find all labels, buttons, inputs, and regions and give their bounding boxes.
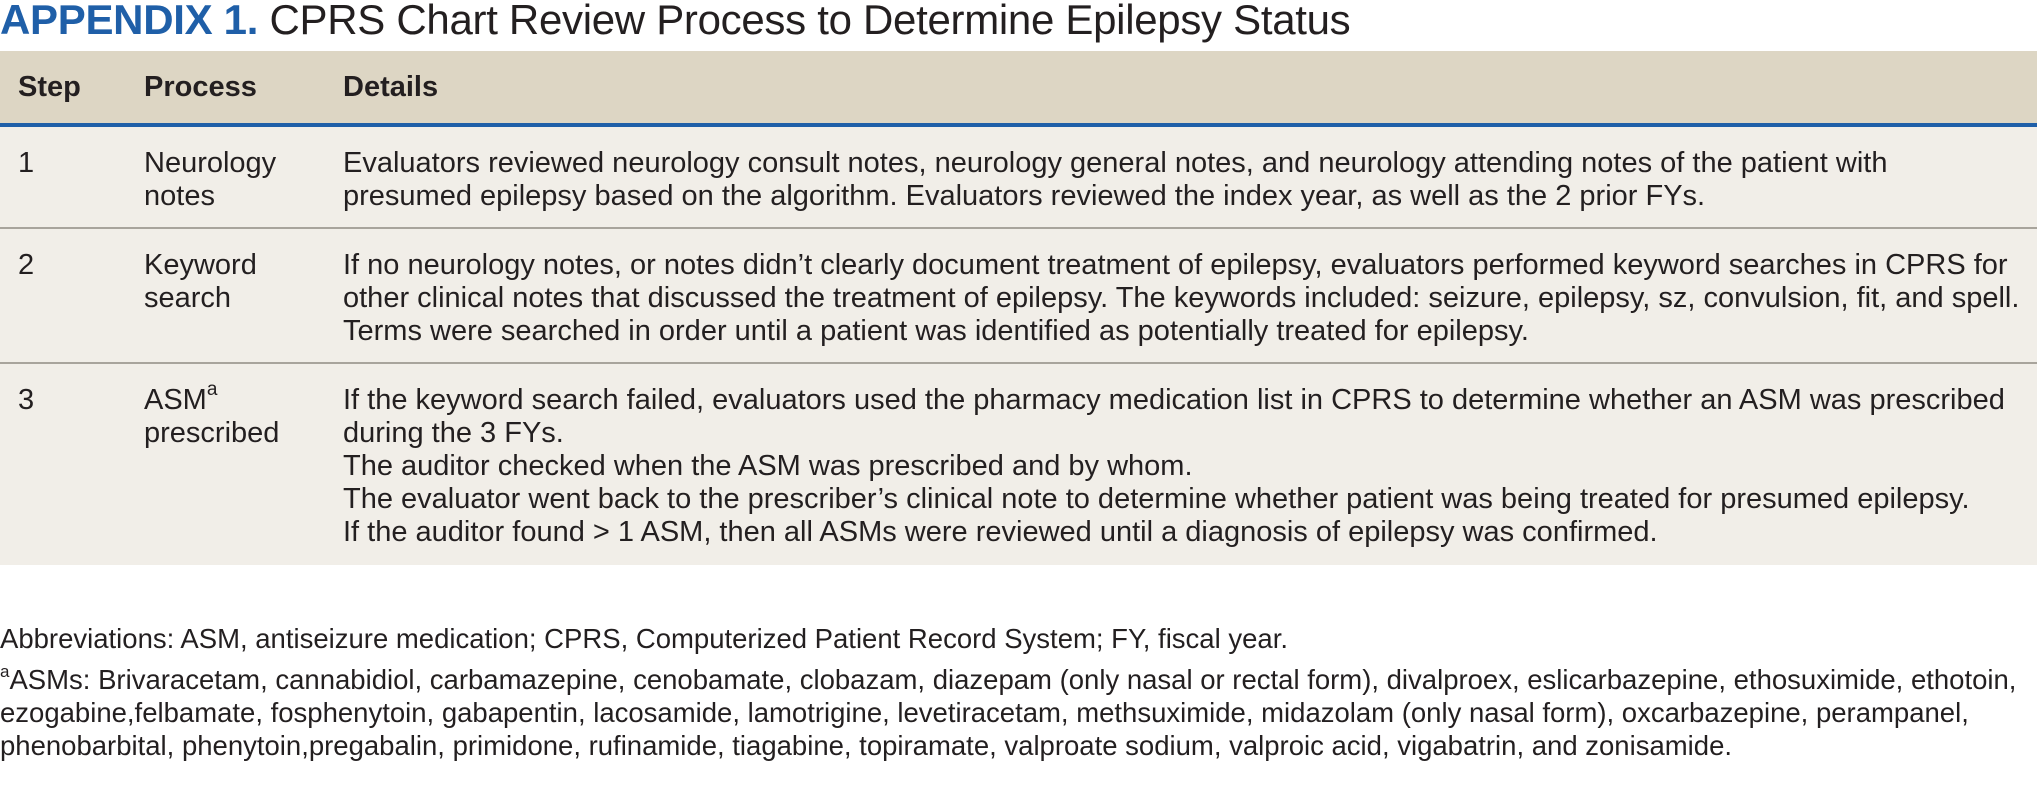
table-row [0,228,2037,363]
chart-review-table [0,51,2037,565]
process-label: ASM [144,384,207,416]
asm-list-text: ASMs: Brivaracetam, cannabidiol, carbamazepine, cenobamate, clobazam, diazepam (only nasal or rectal form), divalproex, eslicarbazepine, ethosuximide, ethotoin, ezogabine,felbamate, fosphenytoin, gabapentin, lacosamide, lamotrigine, levetiracetam, methsuximide, midazolam (only nasal form), oxcarbazepine, perampanel, phenobarbital, phenytoin,pregabalin, primidone, rufinamide, tiagabine, topiramate, valproate sodium, valproic acid, vigabatrin, and zonisamide. [0,664,2017,761]
asm-list-note [0,663,2037,762]
details-text: The auditor checked when the ASM was prescribed and by whom. [343,450,1193,482]
details-cell [307,125,2037,228]
column-header-details: Details [307,51,2037,125]
footnote-marker: a [0,661,10,681]
column-header-step: Step [0,51,122,125]
appendix-title-text: CPRS Chart Review Process to Determine Epilepsy Status [269,0,1351,43]
details-text: The evaluator went back to the prescriber’s clinical note to determine whether patient was being treated for presumed epilepsy. [343,483,1970,515]
appendix-label: APPENDIX 1. [0,0,259,43]
table-header-row [0,51,2037,125]
details-cell [307,363,2037,565]
details-text: If the keyword search failed, evaluators used the pharmacy medication list in CPRS to determine whether an ASM was prescribed during the 3 FYs. [343,384,2005,449]
column-header-process: Process [122,51,307,125]
process-label: Neurology notes [144,147,277,212]
details-text: If the auditor found > 1 ASM, then all ASMs were reviewed until a diagnosis of epilepsy was confirmed. [343,516,1658,548]
step-cell: 3 [18,384,35,416]
process-label-suffix: prescribed [144,417,280,449]
step-cell: 1 [0,125,122,228]
page-title [0,0,1350,44]
process-label: Keyword search [144,249,257,314]
table-footnotes [0,622,2037,762]
step-cell: 2 [0,228,122,363]
footnote-marker: a [206,379,218,401]
table-row [0,363,2037,565]
details-text: If no neurology notes, or notes didn’t clearly document treatment of epilepsy, evaluators performed keyword searches in CPRS for other clinical notes that discussed the treatment of epilepsy. The keywords included: seizure, epilepsy, sz, convulsion, fit, and spell. Terms were searched in order until a patient was identified as potentially treated for epilepsy. [343,249,2020,347]
process-cell [122,363,307,565]
abbreviations-note: Abbreviations: ASM, antiseizure medication; CPRS, Computerized Patient Record System; FY, fiscal year. [0,623,1288,654]
process-cell [122,228,307,363]
table-row [0,125,2037,228]
details-text: Evaluators reviewed neurology consult notes, neurology general notes, and neurology attending notes of the patient with presumed epilepsy based on the algorithm. Evaluators reviewed the index year, as well as the 2 prior FYs. [343,147,1888,212]
process-cell [122,125,307,228]
details-cell [307,228,2037,363]
